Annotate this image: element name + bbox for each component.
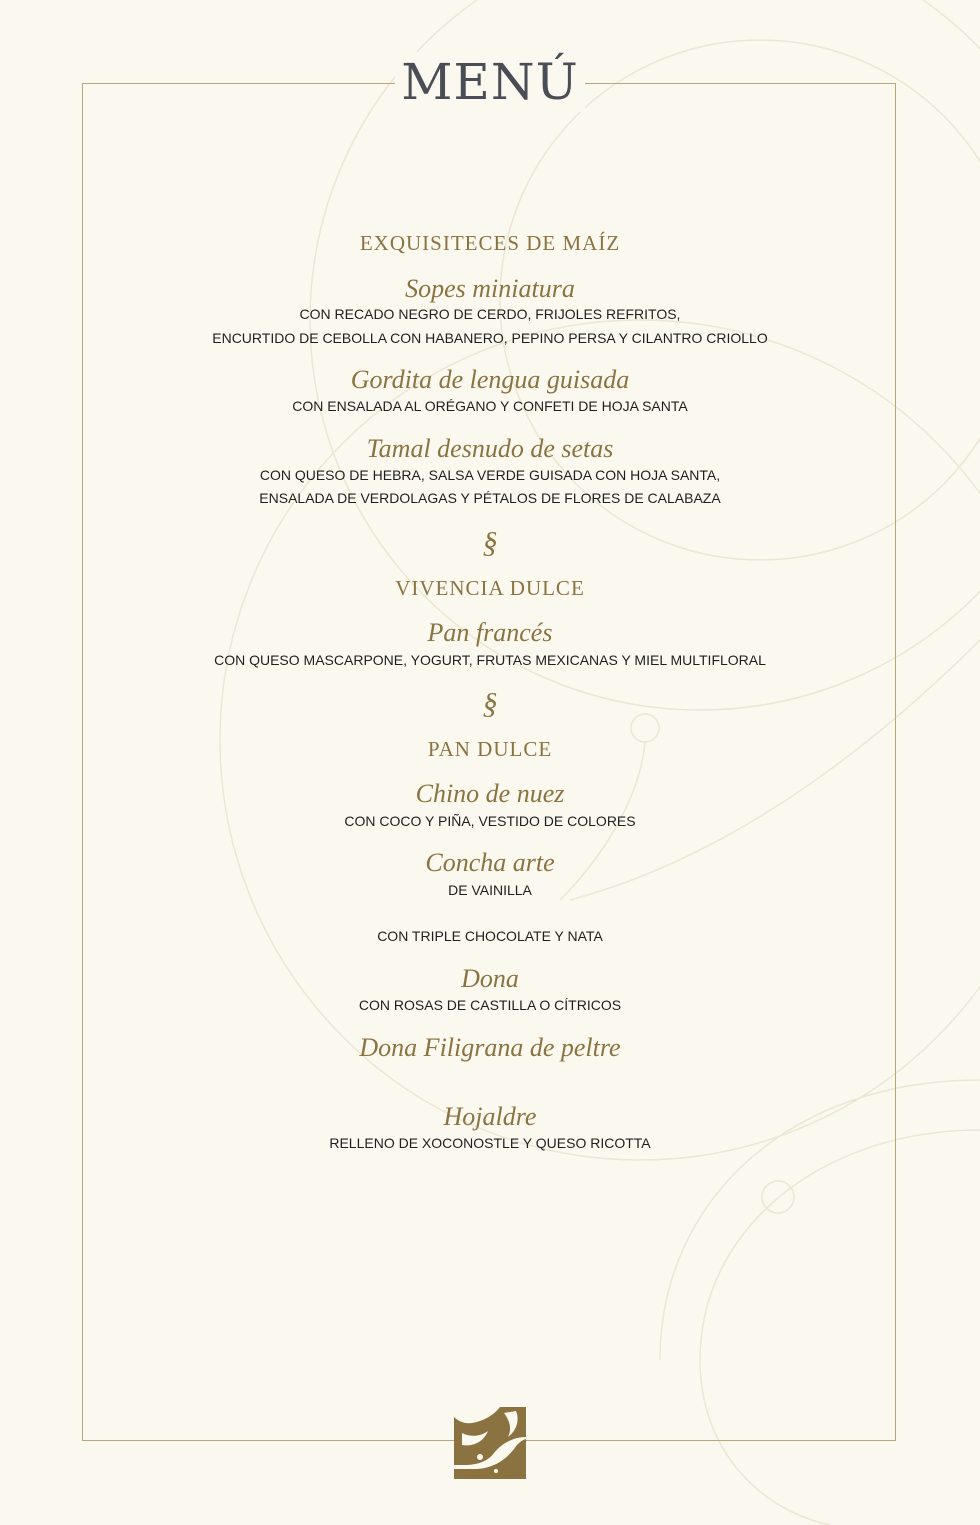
brand-monogram-logo [454, 1407, 526, 1479]
section-heading-maiz: EXQUISITECES DE MAÍZ [359, 231, 621, 255]
menu-item-description: CON TRIPLE CHOCOLATE Y NATA [377, 928, 603, 944]
menu-item-name: Dona Filigrana de peltre [359, 1033, 621, 1062]
section-heading-dulce: VIVENCIA DULCE [395, 576, 585, 600]
menu-item-name: Hojaldre [443, 1102, 537, 1131]
menu-item-name: Concha arte [425, 848, 555, 877]
menu-item-name: Gordita de lengua guisada [350, 365, 630, 394]
menu-item-description: ENCURTIDO DE CEBOLLA CON HABANERO, PEPINO PERSA Y CILANTRO CRIOLLO [212, 330, 768, 346]
menu-item-description: DE VAINILLA [448, 882, 532, 898]
section-heading-pan: PAN DULCE [427, 737, 553, 761]
menu-item-description: CON QUESO MASCARPONE, YOGURT, FRUTAS MEXICANAS Y MIEL MULTIFLORAL [214, 652, 766, 668]
section-divider: § [482, 687, 498, 720]
menu-item-description: CON RECADO NEGRO DE CERDO, FRIJOLES REFRITOS, [299, 306, 681, 322]
menu-item-description: CON ENSALADA AL ORÉGANO Y CONFETI DE HOJA SANTA [292, 398, 688, 414]
section-divider: § [482, 526, 498, 559]
menu-item-name: Dona [461, 964, 519, 993]
menu-item-name: Chino de nuez [415, 779, 565, 808]
menu-item-name: Sopes miniatura [405, 274, 575, 303]
menu-item-name: Pan francés [427, 618, 553, 647]
page-title: MENÚ [395, 52, 585, 112]
menu-item-description: CON QUESO DE HEBRA, SALSA VERDE GUISADA CON HOJA SANTA, [259, 467, 721, 483]
menu-item-description: CON COCO Y PIÑA, VESTIDO DE COLORES [344, 813, 636, 829]
menu-item-description: RELLENO DE XOCONOSTLE Y QUESO RICOTTA [329, 1135, 651, 1151]
menu-item-description: CON ROSAS DE CASTILLA O CÍTRICOS [358, 997, 622, 1013]
menu-item-description: ENSALADA DE VERDOLAGAS Y PÉTALOS DE FLORES DE CALABAZA [259, 490, 721, 506]
menu-item-name: Tamal desnudo de setas [366, 434, 614, 463]
